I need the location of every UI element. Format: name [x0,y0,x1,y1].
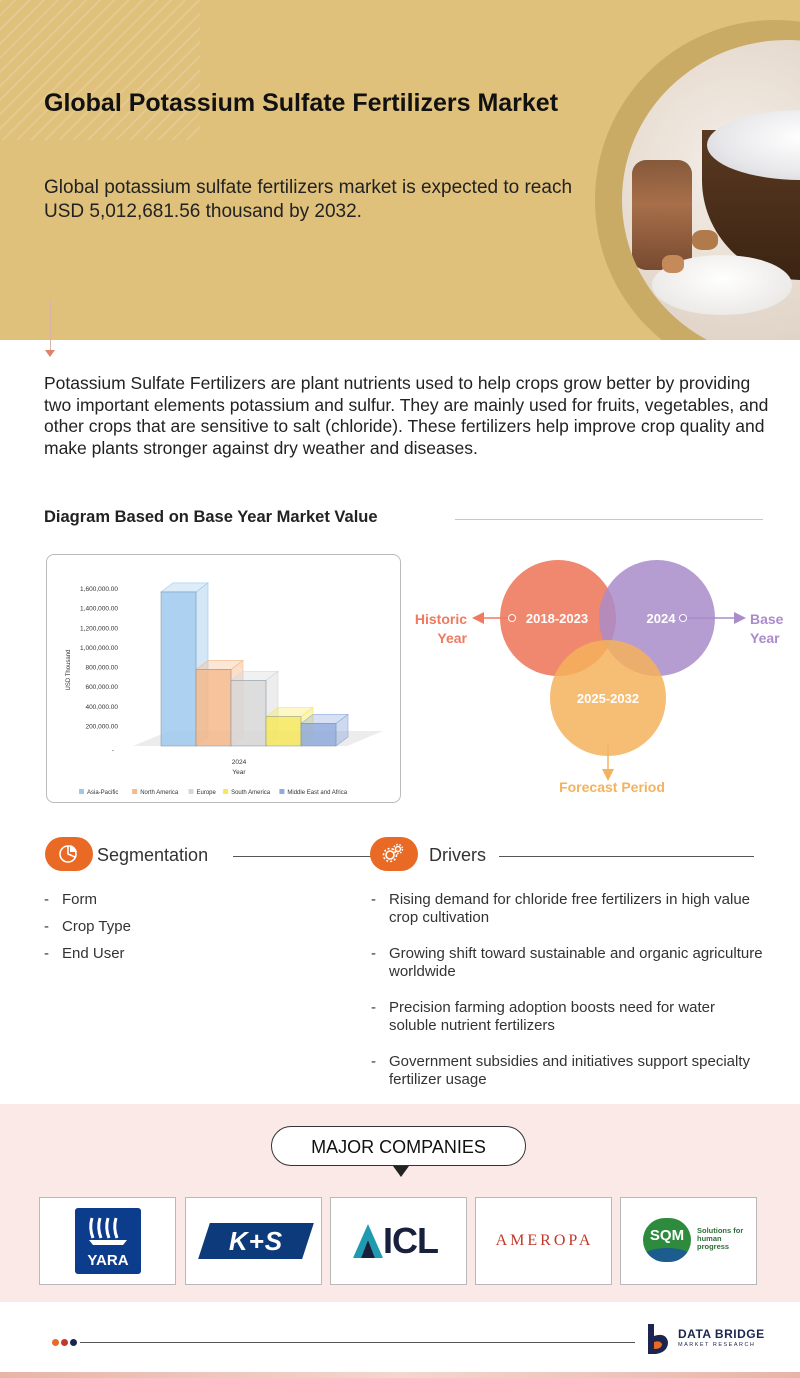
legend-swatch [189,789,194,794]
drivers-badge [370,837,418,871]
base-period: 2024 [646,611,676,626]
footer-dot [70,1339,77,1346]
bar [231,680,266,746]
forecast-period: 2025-2032 [576,691,640,706]
y-axis-label: USD Thousand [66,649,72,691]
yara-wordmark: YARA [87,1252,129,1269]
venn-svg [415,555,800,805]
page-subtitle: Global potassium sulfate fertilizers market is expected to reach USD 5,012,681.56 thousand by 2032. [44,177,573,222]
ks-logo [198,1223,314,1259]
major-companies-section [0,1104,800,1302]
x-axis-label: Year [232,769,246,776]
data-bridge-logo-icon [644,1322,674,1356]
pie-chart-icon [57,843,79,865]
sqm-badge [643,1218,691,1262]
header-banner [0,0,800,340]
bar [301,723,336,746]
bar-chart-panel [46,554,401,803]
list-item: - Crop Type [44,918,344,936]
footer-dot [52,1339,59,1346]
header-pattern [0,0,200,140]
bar [196,669,231,746]
y-tick-label: 600,000.00 [85,684,118,692]
bar [161,592,196,746]
bar [266,717,301,746]
legend-label: Europe [196,790,216,796]
company-logo-icl [330,1197,467,1285]
sqm-wordmark: SQM [649,1227,685,1244]
divider [455,519,763,520]
legend-swatch [223,789,228,794]
y-tick-label: 1,400,000.00 [80,605,118,613]
ks-wordmark: K+S [228,1226,284,1256]
forecast-label: Forecast Period [559,779,665,795]
jar-illustration [632,160,692,270]
y-tick-label: 1,600,000.00 [80,586,118,593]
page-title: Global Potassium Sulfate Fertilizers Market [44,89,559,117]
timeline-venn-diagram [415,555,800,805]
divider [499,856,754,857]
arrow-down-icon [393,1166,409,1177]
y-tick-label: 1,000,000.00 [80,644,118,652]
icl-wordmark: ICL [383,1220,438,1261]
historic-dot [509,615,516,622]
legend-swatch [279,789,284,794]
connector-line [50,300,51,350]
icl-triangle-icon [351,1222,385,1260]
base-label-2: Year [750,630,780,646]
yara-logo [75,1208,141,1274]
drivers-list [371,891,766,1107]
y-tick-label: 400,000.00 [85,703,118,711]
diagram-section-title: Diagram Based on Base Year Market Value [44,508,378,526]
list-item: - Precision farming adoption boosts need for water soluble nutrient fertilizers [371,999,766,1035]
base-label: Base [750,611,784,627]
bar-chart [47,555,402,804]
company-logo-sqm [620,1197,757,1285]
brand-subtitle: MARKET RESEARCH [678,1342,756,1348]
company-logo-ks [185,1197,322,1285]
legend-label: North America [140,790,179,796]
rock-illustration [662,255,684,273]
base-dot [680,615,687,622]
historic-period: 2018-2023 [525,611,589,626]
segmentation-title: Segmentation [97,845,209,865]
legend-swatch [79,789,84,794]
legend-swatch [132,789,137,794]
intro-paragraph: Potassium Sulfate Fertilizers are plant nutrients used to help crops grow better by providing two important elements potassium and sulfur. They are mainly used for fruits, vegetables, and other crops that are sensitive to salt (chloride). These fertilizers help improve crop quality and make plants stronger against dry weather and diseases. [44,373,769,458]
divider [233,856,373,857]
companies-title: MAJOR COMPANIES [271,1126,526,1166]
x-tick-label: 2024 [231,759,247,766]
y-tick-label: 200,000.00 [85,723,118,731]
ameropa-wordmark: AMEROPA [495,1232,594,1249]
segmentation-badge [45,837,93,871]
arrow-down-icon [45,350,55,357]
footer-dot [61,1339,68,1346]
y-tick-label: 1,200,000.00 [80,625,118,633]
segmentation-list [44,891,344,972]
historic-label: Historic [415,611,467,627]
legend-label: Middle East and Africa [287,790,348,796]
legend-label: Asia-Pacific [87,790,119,796]
list-item: - Rising demand for chloride free fertilizers in high value crop cultivation [371,891,766,927]
bottom-band [0,1372,800,1378]
list-item: - Form [44,891,344,909]
rock-illustration [692,230,718,250]
legend-label: South America [231,790,271,796]
historic-label-2: Year [437,630,467,646]
company-logo-ameropa [475,1197,612,1285]
list-item: - Growing shift toward sustainable and organic agriculture worldwide [371,945,766,981]
gears-icon [382,843,404,865]
viking-ship-icon [87,1216,129,1246]
drivers-title: Drivers [429,845,486,865]
sqm-arc [643,1248,691,1262]
sqm-tagline: Solutions for human progress [697,1226,744,1251]
list-item: - Government subsidies and initiatives support specialty fertilizer usage [371,1053,766,1089]
y-tick-label: 800,000.00 [85,664,118,672]
company-logo-yara [39,1197,176,1285]
brand-name: DATA BRIDGE [678,1327,765,1341]
footer-divider [80,1342,635,1343]
list-item: - End User [44,945,344,963]
y-origin-label: - [111,747,115,754]
